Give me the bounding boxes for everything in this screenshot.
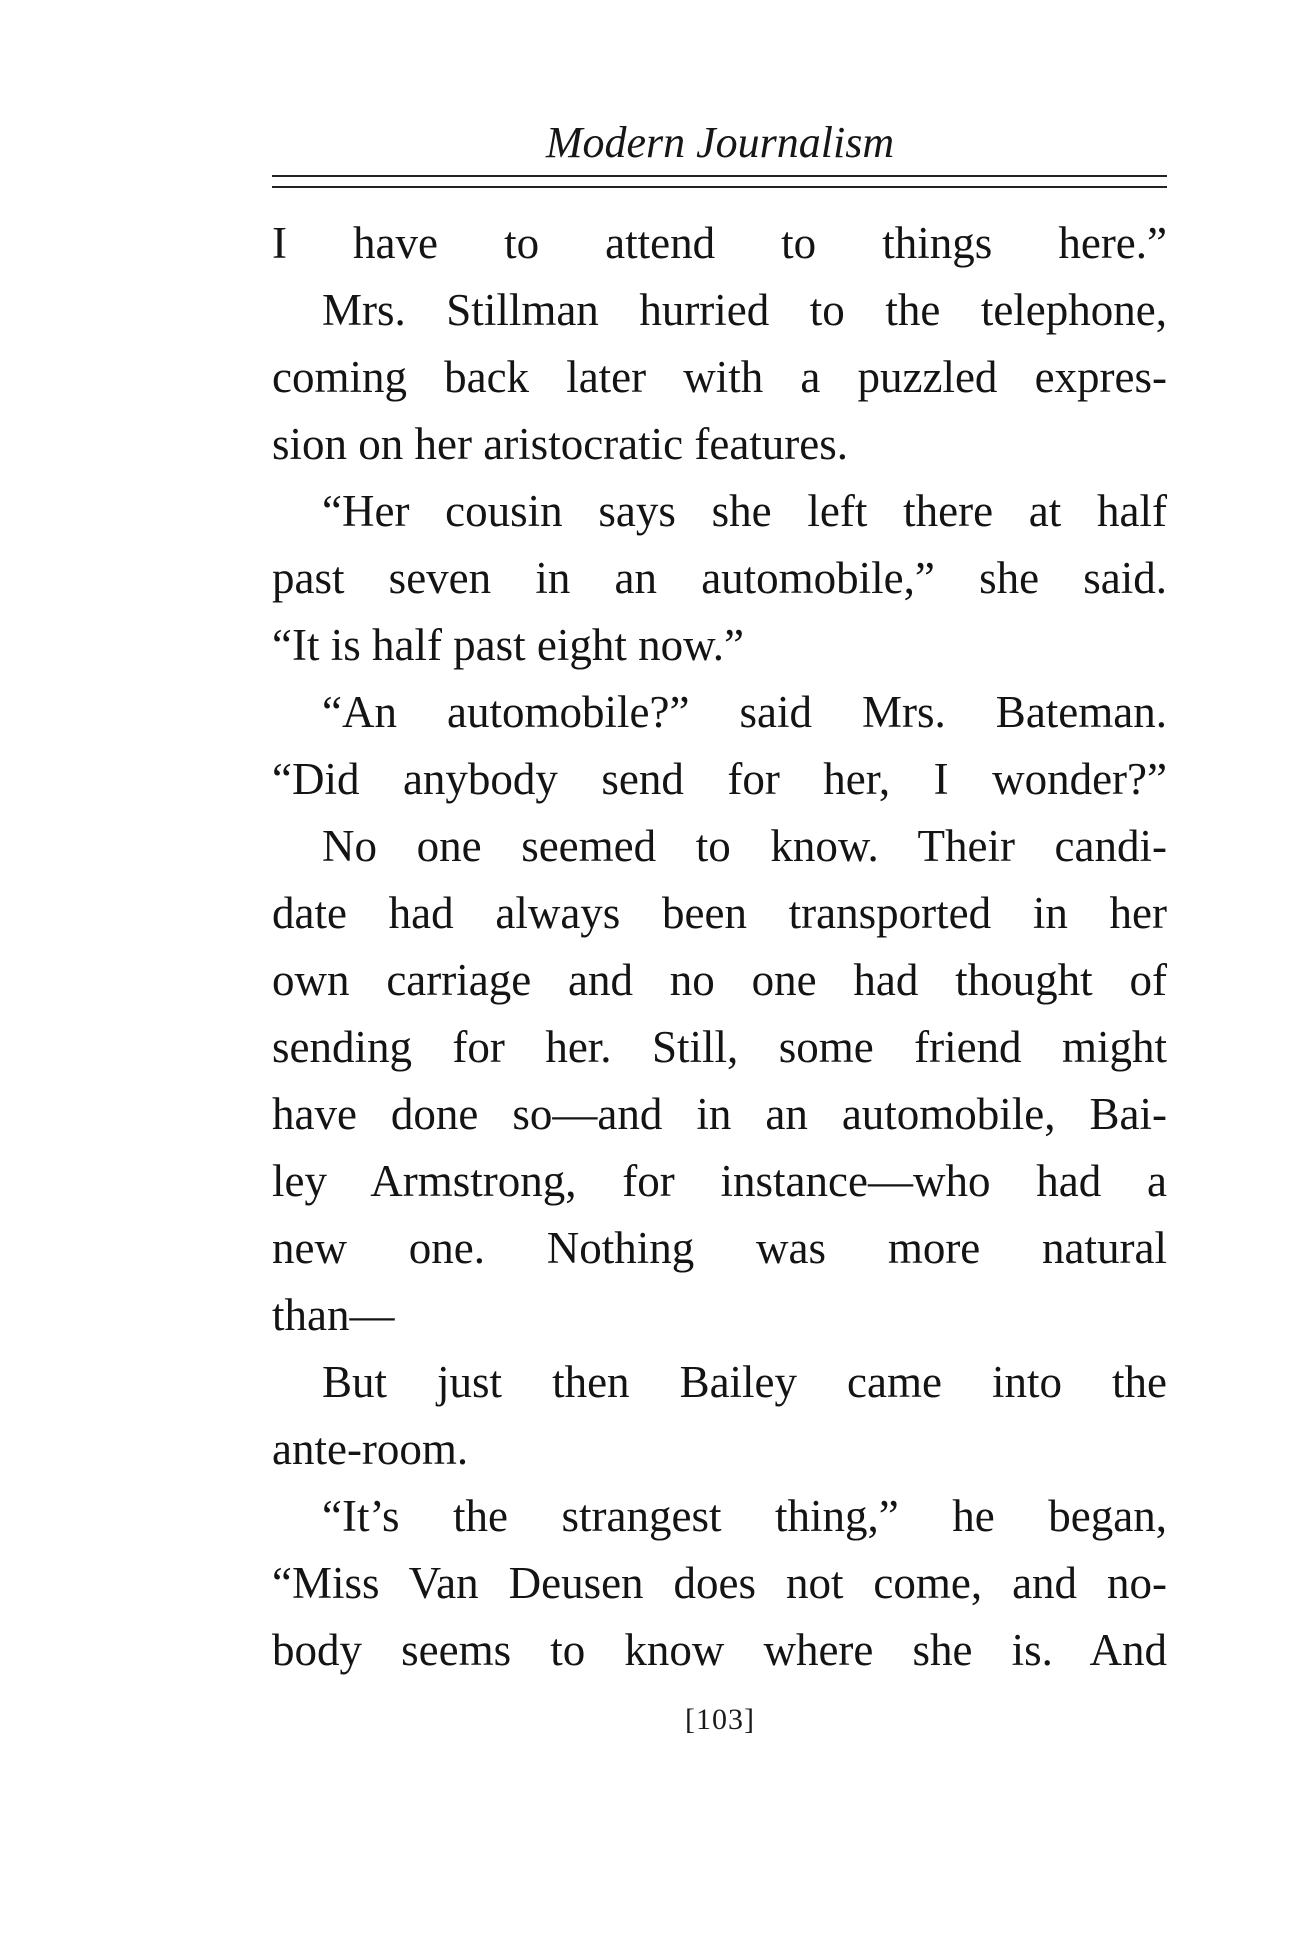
text-line: sending for her. Still, some friend might	[272, 1022, 1167, 1072]
text-line: I have to attend to things here.”	[272, 218, 1167, 268]
text-line: new one. Nothing was more natural	[272, 1223, 1167, 1273]
text-line: date had always been transported in her	[272, 888, 1167, 938]
text-line: No one seemed to know. Their candi-	[322, 821, 1167, 871]
text-line: ley Armstrong, for instance—who had a	[272, 1156, 1167, 1206]
text-line: Mrs. Stillman hurried to the telephone,	[322, 285, 1167, 335]
text-line: than—	[272, 1290, 395, 1340]
running-head-title: Modern Journalism	[545, 118, 895, 167]
text-line: ante-room.	[272, 1424, 469, 1474]
text-line: “An automobile?” said Mrs. Bateman.	[322, 687, 1167, 737]
text-line: body seems to know where she is. And	[272, 1625, 1167, 1675]
text-line: own carriage and no one had thought of	[272, 955, 1167, 1005]
body-text	[272, 210, 1167, 1684]
text-line: “Miss Van Deusen does not come, and no-	[272, 1558, 1167, 1608]
text-line: coming back later with a puzzled expres-	[272, 352, 1167, 402]
text-line: “Her cousin says she left there at half	[322, 486, 1167, 536]
text-line: “It is half past eight now.”	[272, 620, 744, 670]
text-line: But just then Bailey came into the	[322, 1357, 1167, 1407]
header-rule-bottom	[272, 186, 1167, 188]
text-line: “Did anybody send for her, I wonder?”	[272, 754, 1167, 804]
header-rule-top	[272, 175, 1167, 177]
text-line: sion on her aristocratic features.	[272, 419, 849, 469]
text-line: past seven in an automobile,” she said.	[272, 553, 1167, 603]
text-line: have done so—and in an automobile, Bai-	[272, 1089, 1167, 1139]
page-number: [103]	[685, 1703, 755, 1736]
text-line: “It’s the strangest thing,” he began,	[322, 1491, 1167, 1541]
